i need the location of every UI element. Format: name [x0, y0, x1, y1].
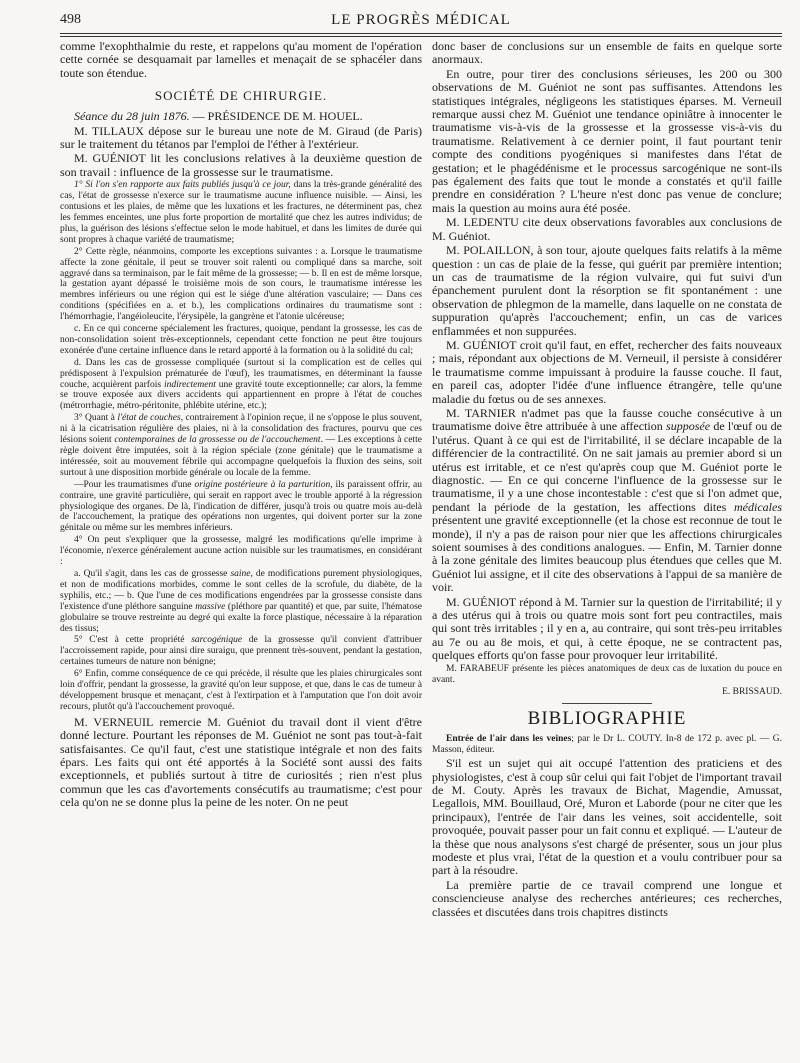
- left-column: [60, 40, 422, 1055]
- conclusion-text: d. Dans les cas de grossesse compliquée (surtout si la complication est de celles qui prédisposent à l'expulsion prématurée de l'œuf), les traumatismes, en déterminant la fausse couche, acquièrent parfois: [60, 357, 422, 390]
- header-rule-secondary: [60, 36, 782, 37]
- conclusion-text: 5° C'est à cette propriété: [74, 635, 192, 646]
- paragraph-text: croit qu'il faut, en effet, rechercher des faits nouveaux ; mais, répondant aux objections de M. Verneuil, il persiste à considérer le traumatisme comme impuissant à produire la fausse couche. Il faut, en pareil cas, adopter l'idée d'une influence étrangère, telle qu'une maladie du fœtus ou de ses annexes.: [432, 337, 782, 406]
- paragraph-text: lit les conclusions relatives à la deuxième question de son travail : influence de la grossesse sur le traumatisme.: [60, 151, 422, 179]
- conclusion-text: , de modifications purement physiologiques, et non de modifications morbides, comme le sont celles de la scrofule, du diabète, de la syphilis, etc.; — b. Que l'une de ces modifications engendrées par la grossesse consiste dans l'existence d'une pléthore sanguine: [60, 568, 422, 612]
- paragraph-text: répond à M. Tarnier sur la question de l'irritabilité; il y a des utérus qui à trois ou quatre mois sont fort peu contractiles, mais qui sont très irritables ; il y en a, au contraire, qui sont très-peu irritables au 7e ou au 8e mois, et qui, à cette époque, ne se contractent pas, quelques efforts qu'on fasse pour provoquer leur irritabilité.: [432, 594, 782, 663]
- session-line: [60, 110, 422, 123]
- italic-term: sarcogénique: [191, 635, 243, 646]
- conclusion-6: 6° Enfin, comme conséquence de ce qui précède, il résulte que les plaies chirurgicales sont loin d'offrir, pendant la grossesse, la gravité qu'on leur suppose, et que, dans le cas de tumeur à développement brusque et menaçant, c'est à l'extirpation et à l'amputation que l'on doit avoir recours, plutôt qu'à l'accouchement provoqué.: [60, 669, 422, 712]
- paragraph-tarnier: [432, 407, 782, 595]
- conclusion-4: 4° On peut s'expliquer que la grossesse, malgré les modifications qu'elle imprime à l'économie, n'exerce généralement aucune action nuisible sur les traumatismes, en considérant :: [60, 535, 422, 568]
- conclusion-text: , contrairement à l'opinion reçue, il ne s'oppose le plus souvent, ni à la cicatrisation régulière des plaies, ni à la consolidation des fractures, pourvu que ces lésions soient: [60, 413, 422, 446]
- intro-paragraph: comme l'exophthalmie du reste, et rappelons qu'au moment de l'opération cette cornée se desquamait par lamelles et menaçait de se sphacéler dans toute son étendue.: [60, 40, 422, 80]
- section-divider: [562, 703, 652, 704]
- speaker-name: M. GUÉNIOT: [74, 151, 146, 166]
- paragraph-text: de l'œuf ou de l'utérus. Quant à ce qui est de l'irritabilité, il se déclare incapable de la différencier de la contractilité. On ne sait jamais au premier abord si un utérus est irritable, et ce n'est qu'après coup que M. Guéniot porte le diagnostic. — En ce qui concerne l'influence de la grossesse sur le traumatisme, il y a une chose incontestable : c'est que si l'on admet que, pendant la période de la gestation, les affections dites: [432, 419, 782, 514]
- journal-title: LE PROGRÈS MÉDICAL: [331, 12, 511, 28]
- header-rule: [60, 33, 782, 34]
- speaker-name: M. POLAILLON: [446, 243, 531, 258]
- conclusion-3b: [60, 480, 422, 535]
- italic-term: origine postérieure à la parturition: [194, 479, 331, 490]
- review-paragraph-1: S'il est un sujet qui ait occupé l'attention des praticiens et des physiologistes, c'est à coup sûr celui qui fait l'objet de l'important travail de M. Couty. Après les travaux de Bichat, Magendie, Amussat, Legallois, MM. Bouillaud, Oré, Muron et Laborde (pour ne citer que les principaux), l'entrée de l'air dans les veines, soit accidentelle, soit provoquée, pouvait passer pour un fait connu et expliqué. — L'auteur de la thèse que nous analysons s'est chargé de présenter, sous un jour plus modeste et plus vrai, l'état de la question et a voulu contribuer pour sa part à la résoudre.: [432, 756, 782, 878]
- italic-term: l'état de couches: [117, 413, 181, 424]
- paragraph-text: remercie M. Guéniot du travail dont il vient d'être donné lecture. Pourtant les réponses de M. Guéniot ne sont pas tout-à-fait satisfaisantes. Ce qu'il faut, c'est une statistique intégrale et non des faits épars. Les faits qui ont été apportés à la Société sont aussi des faits exceptionnels, et publiés surtout à titre de curiosités ; rien n'est plus commun que les cas d'avortements consécutifs au traumatisme; c'est pour cela qu'on ne se donne plus la peine de les noter. On ne peut: [60, 714, 422, 810]
- conclusion-4a: [60, 569, 422, 634]
- conclusion-2c: c. En ce qui concerne spécialement les fractures, quoique, pendant la grossesse, les cas de non-consolidation soient très-exceptionnels, cependant cette fonction ne peut être toujours exonérée d'une certaine influence dans le retard apporté à la formation ou à la solidité du cal;: [60, 324, 422, 356]
- paragraph-text: dépose sur le bureau une note de M. Giraud (de Paris) sur le traitement du tétanos par l'emploi de l'éther à l'extérieur.: [60, 123, 422, 152]
- paragraph-verneuil: [60, 716, 422, 810]
- speaker-name: M. LEDENTU: [446, 215, 519, 230]
- speaker-name: M. VERNEUIL: [74, 714, 154, 729]
- paragraph-text: n'admet pas que la fausse couche consécutive à un traumatisme doive être attribuée à une affection: [432, 405, 782, 434]
- speaker-name: M. GUÉNIOT: [446, 594, 517, 609]
- conclusion-text: 3° Quant à: [74, 413, 118, 424]
- continued-paragraph: donc baser de conclusions sur un ensemble de faits en quelque sorte anormaux.: [432, 40, 782, 67]
- conclusion-text: a. Qu'il s'agit, dans les cas de grossesse: [74, 568, 231, 579]
- paragraph-tillaux: [60, 125, 422, 152]
- conclusion-1: [60, 180, 422, 245]
- italic-term: massive: [195, 601, 226, 612]
- speaker-name: M. TARNIER: [446, 405, 516, 420]
- italic-term: médicales: [734, 499, 782, 514]
- conclusion-text: —Pour les traumatismes d'une: [74, 479, 195, 490]
- italic-term: supposée: [666, 419, 711, 434]
- conclusion-3: [60, 413, 422, 478]
- conclusion-text: une gravité toute exceptionnelle; car alors, la femme se trouve exposée aux divers accidents qui appartiennent en propre à l'état de couches (métrorrhagie, métro-péritonite, phlébite utérine, etc.);: [60, 379, 422, 412]
- paragraph-gueniot-tarnier: [432, 596, 782, 663]
- session-date: Séance du 28 juin 1876.: [74, 109, 190, 124]
- book-details: ; par le Dr L. COUTY. In-8 de 172 p. avec pl. — G. Masson, éditeur.: [432, 734, 782, 756]
- paragraph-text: , à son tour, ajoute quelques faits relatifs à la même question : un cas de plaie de la fesse, qui guérit par première intention; un cas de traumatisme de la région vulvaire, qui fut suivi d'un épanchement purulent dont la résorption se fit spontanément : une observation de phlegmon de la mamelle, dans laquelle on ne constata de suppuration qu'après l'accouchement; enfin, un cas de varices enflammées et non suppurées.: [432, 243, 782, 338]
- paragraph-gueniot-reply: [432, 339, 782, 406]
- speaker-name: M. TILLAUX: [74, 123, 144, 138]
- page-number: 498: [60, 12, 81, 27]
- running-header: [60, 12, 782, 34]
- italic-lead: 1° Si l'on s'en rapporte aux faits publiés jusqu'à ce jour,: [74, 180, 291, 191]
- author-signature: E. BRISSAUD.: [722, 686, 782, 697]
- review-paragraph-2: La première partie de ce travail comprend une longue et consciencieuse analyse des recherches antérieures; ces recherches, classées et discutées dans trois chapitres distincts: [432, 877, 782, 919]
- paragraph-farabeuf: [432, 664, 782, 686]
- session-presidency: — PRÉSIDENCE DE M. HOUEL.: [189, 109, 363, 124]
- paragraph-ledentu: [432, 216, 782, 243]
- italic-term: contemporaines de la grossesse ou de l'accouchement: [114, 435, 321, 446]
- paragraph-gueniot: [60, 152, 422, 179]
- italic-term: saine: [230, 568, 251, 579]
- conclusion-2: 2° Cette règle, néanmoins, comporte les exceptions suivantes : a. Lorsque le traumatisme affecte la zone génitale, il peut se trouver soit ralenti ou compliqué dans sa marche, soit aggravé dans sa terminaison, par le fait même de la grossesse; — b. Il en est de même lorsque, la gestation ayant dépassé le troisième mois de son cours, le traumatisme intéresse les membres inférieurs ou une région qui est le siége d'une altération vasculaire; — Dans ces conditions (spécifiées en a. et b.), les complications ordinaires du traumatisme sont : l'hémorrhagie, l'angéioleucite, l'érysipèle, la gangrène et l'atonie ulcéreuse;: [60, 246, 422, 323]
- book-title: Entrée de l'air dans les veines: [446, 734, 572, 745]
- speaker-name: M. GUÉNIOT: [446, 337, 517, 352]
- bibliography-title: BIBLIOGRAPHIE: [527, 708, 687, 730]
- conclusion-text: (pléthore par quantité) et que, par suite, l'hématose globulaire se trouve restreinte au degré qui exalte la force plastique, nécessaire à la réparation des tissus;: [60, 601, 422, 634]
- right-column: [432, 40, 782, 1055]
- conclusion-text: , ils paraissent offrir, au contraire, une gravité particulière, qui serait en rapport avec le trouble apporté à la régression physiologique des organes. De là, l'indication de différer, jusqu'à trois ou quatre mois au-delà de l'accouchement, la pratique des opérations non urgentes, qui doivent porter sur la zone génitale ou même sur les membres inférieurs.: [60, 479, 422, 534]
- speaker-name: M. FARABEUF: [446, 663, 509, 674]
- paragraph-text: présente les pièces anatomiques de deux cas de luxation du pouce en avant.: [432, 663, 782, 685]
- conclusion-text: dans la très-grande généralité des cas, l'état de grossesse n'exerce sur le traumatisme aucune influence nuisible. — Ainsi, les contusions et les plaies, de même que les luxations et les fractures, ne déterminent pas, chez les femmes enceintes, une plus forte proportion de mortalité que chez les autres individus; de plus, la guérison des lésions s'effectue selon le mode habituel, et dans les limites de durée qui sont propres à chaque variété de traumatisme;: [60, 180, 422, 245]
- paragraph-text: cite deux observations favorables aux conclusions de M. Guéniot.: [432, 215, 782, 243]
- italic-term: indirectement: [163, 379, 216, 390]
- paragraph-verneuil-cont: En outre, pour tirer des conclusions sérieuses, les 200 ou 300 observations de M. Guéniot ne sont pas suffisantes. Attendons les statistiques intégrales, négligeons les statistiques éparses. M. Verneuil remarque aussi chez M. Guéniot une tendance opiniâtre à innocenter le traumatisme vis-à-vis de la grossesse et la grossesse vis-à-vis du traumatisme. Relativement à ce dernier point, il faut pourtant tenir compte des conditions pyogéniques si manifestes dans l'état de gestation; et le phagédénisme et le processus sarcogénique ne sont-ils pas également des faits que tout le monde a constatés et qu'il faille prendre en considération ? L'heure n'est donc pas venue de conclure; mais la question au moins aura été posée.: [432, 66, 782, 215]
- conclusion-text: . — Les exceptions à cette règle doivent être imputées, soit à la région spéciale (zone génitale) que le traumatisme a intéressée, soit au mouvement fébrile qui accompagne quelquefois la fluxion des seins, soit surtout à une disposition morbide générale ou locale de la femme.: [60, 435, 422, 478]
- paragraph-text: présentent une gravité exceptionnelle (et la chose est reconnue de tout le monde), il n'y a pas de raison pour nier que les affections chirurgicales soient soumises à des conditions analogues. — Enfin, M. Tarnier donne à la zone génitale des limites beaucoup plus étendues que celles que M. Guéniot lui assigne, et il cite des observations à l'appui de sa manière de voir.: [432, 513, 782, 595]
- conclusion-text: de la grossesse qu'il convient d'attribuer l'accroissement rapide, pour ainsi dire suraigu, que prennent très-souvent, pendant la gestation, certaines tumeurs de nature non bénigne;: [60, 635, 422, 668]
- conclusion-2d: [60, 358, 422, 413]
- bibliography-reference: [432, 734, 782, 756]
- paragraph-polaillon: [432, 244, 782, 338]
- conclusion-5: [60, 635, 422, 668]
- section-title: SOCIÉTÉ DE CHIRURGIE.: [154, 88, 328, 104]
